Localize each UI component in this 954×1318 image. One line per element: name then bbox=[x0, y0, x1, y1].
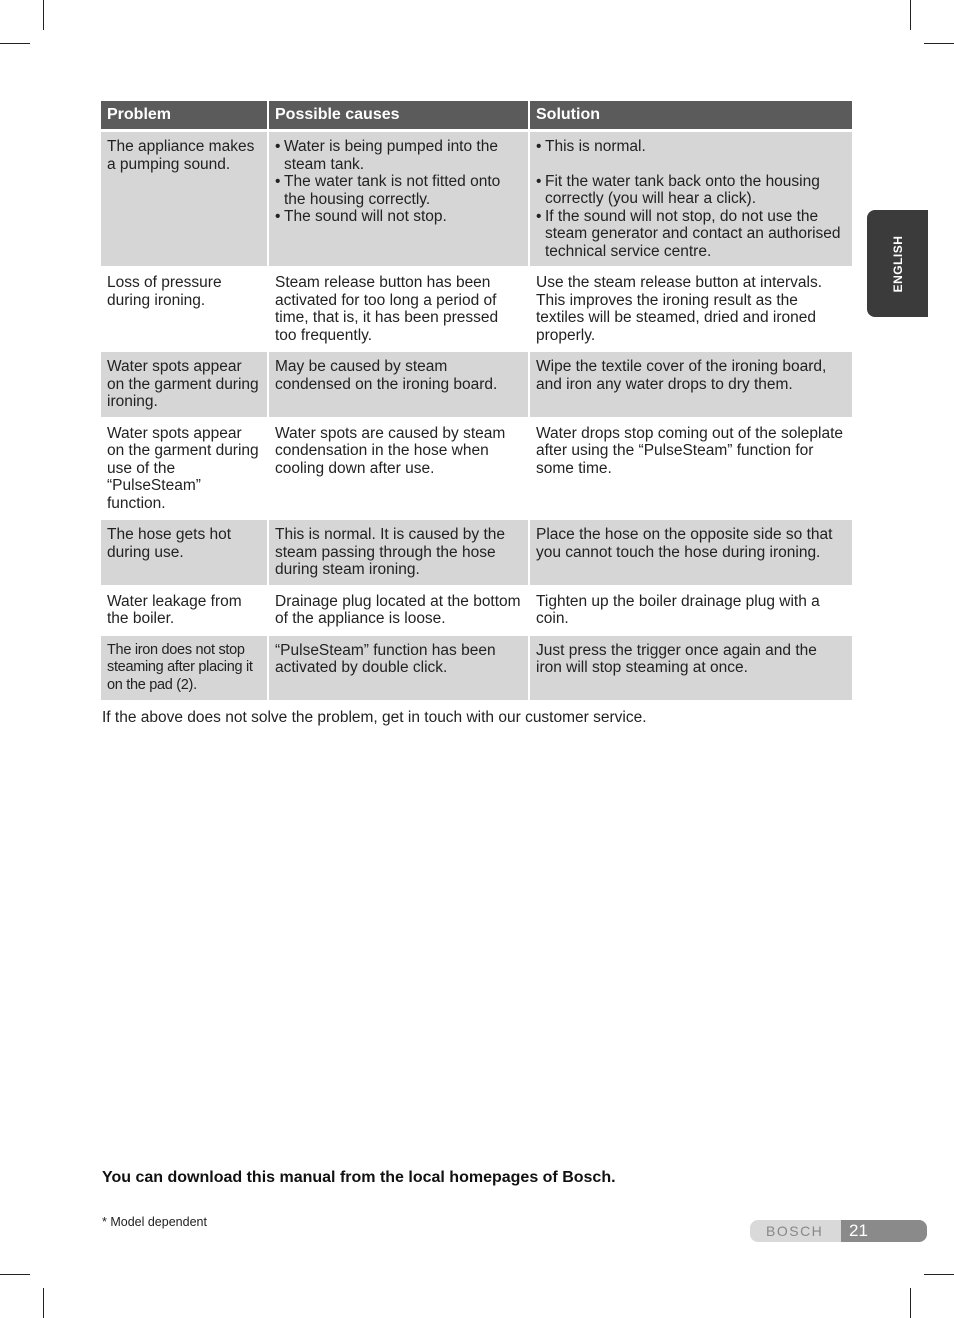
solution-cell bbox=[529, 131, 852, 268]
customer-service-note: If the above does not solve the problem, get in touch with our customer service. bbox=[102, 709, 647, 726]
language-tab[interactable] bbox=[867, 210, 928, 317]
language-tab-label: ENGLISH bbox=[890, 235, 905, 292]
cause-cell: This is normal. It is caused by the steam passing through the hose during steam ironing. bbox=[268, 519, 529, 586]
solution-cell: Use the steam release button at intervals. This improves the ironing result as the textiles will be steamed, dried and ironed properly. bbox=[529, 267, 852, 351]
crop-mark bbox=[43, 0, 44, 30]
solutions-list bbox=[536, 138, 846, 260]
download-note: You can download this manual from the local homepages of Bosch. bbox=[102, 1169, 616, 1186]
brand-label: BOSCH bbox=[766, 1223, 824, 1239]
crop-mark bbox=[0, 1274, 30, 1275]
solution-cell: Just press the trigger once again and the iron will stop steaming at once. bbox=[529, 635, 852, 702]
list-item: • Fit the water tank back onto the housing correctly (you will hear a click). bbox=[536, 173, 846, 208]
crop-mark bbox=[924, 1274, 954, 1275]
problem-cell: Water spots appear on the garment during use of the “PulseSteam” function. bbox=[101, 418, 268, 520]
causes-list bbox=[275, 138, 522, 226]
table-row bbox=[101, 267, 852, 351]
list-item: • The sound will not stop. bbox=[275, 208, 522, 226]
table-row bbox=[101, 131, 852, 268]
problem-cell: Water spots appear on the garment during ironing. bbox=[101, 351, 268, 418]
crop-mark bbox=[924, 43, 954, 44]
crop-mark bbox=[0, 43, 30, 44]
table-row bbox=[101, 418, 852, 520]
solution-cell: Place the hose on the opposite side so that you cannot touch the hose during ironing. bbox=[529, 519, 852, 586]
list-item: • The water tank is not fitted onto the housing correctly. bbox=[275, 173, 522, 208]
table-row bbox=[101, 586, 852, 635]
crop-mark bbox=[43, 1288, 44, 1318]
cause-cell: “PulseSteam” function has been activated by double click. bbox=[268, 635, 529, 702]
header-solution: Solution bbox=[529, 101, 852, 131]
cause-cell: Drainage plug located at the bottom of the appliance is loose. bbox=[268, 586, 529, 635]
page-number-badge bbox=[841, 1220, 927, 1242]
table-row bbox=[101, 635, 852, 702]
header-possible-causes: Possible causes bbox=[268, 101, 529, 131]
page-number: 21 bbox=[849, 1221, 868, 1240]
problem-cell: Loss of pressure during ironing. bbox=[101, 267, 268, 351]
page-footer bbox=[750, 1220, 927, 1242]
list-item: • This is normal. bbox=[536, 138, 846, 156]
model-dependent-note: * Model dependent bbox=[102, 1215, 207, 1229]
problem-cell: The iron does not stop steaming after placing it on the pad (2). bbox=[101, 635, 268, 702]
solution-cell: Water drops stop coming out of the soleplate after using the “PulseSteam” function for some time. bbox=[529, 418, 852, 520]
list-item: • Water is being pumped into the steam tank. bbox=[275, 138, 522, 173]
solution-cell: Tighten up the boiler drainage plug with a coin. bbox=[529, 586, 852, 635]
problem-cell: Water leakage from the boiler. bbox=[101, 586, 268, 635]
problem-cell: The appliance makes a pumping sound. bbox=[101, 131, 268, 268]
header-problem: Problem bbox=[101, 101, 268, 131]
problem-cell: The hose gets hot during use. bbox=[101, 519, 268, 586]
cause-cell: Steam release button has been activated for too long a period of time, that is, it has been pressed too frequently. bbox=[268, 267, 529, 351]
table-row bbox=[101, 519, 852, 586]
table-header-row bbox=[101, 101, 852, 131]
troubleshooting-table bbox=[101, 101, 852, 702]
causes-cell bbox=[268, 131, 529, 268]
table-row bbox=[101, 351, 852, 418]
crop-mark bbox=[910, 1288, 911, 1318]
list-item: • If the sound will not stop, do not use the steam generator and contact an authorised technical service centre. bbox=[536, 208, 846, 261]
cause-cell: May be caused by steam condensed on the ironing board. bbox=[268, 351, 529, 418]
solution-cell: Wipe the textile cover of the ironing board, and iron any water drops to dry them. bbox=[529, 351, 852, 418]
crop-mark bbox=[910, 0, 911, 30]
cause-cell: Water spots are caused by steam condensation in the hose when cooling down after use. bbox=[268, 418, 529, 520]
